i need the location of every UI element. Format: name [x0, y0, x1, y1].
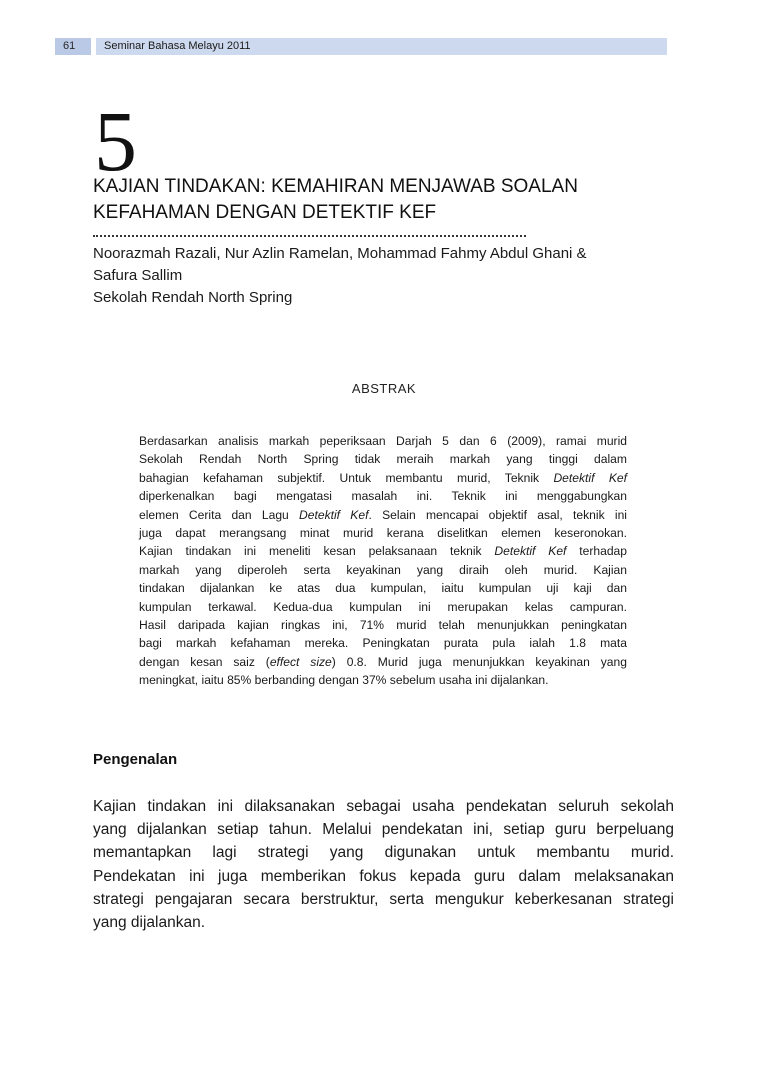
paragraph-line: Pendekatan ini juga memberikan fokus kepada guru dalam melaksanakan: [93, 867, 674, 885]
title-divider: [93, 235, 526, 237]
chapter-title-line: KAJIAN TINDAKAN: KEMAHIRAN MENJAWAB SOALAN: [93, 176, 578, 197]
abstract-line: meningkat, iaitu 85% berbanding dengan 37% sebelum usaha ini dijalankan.: [139, 673, 549, 688]
abstract-line: elemen Cerita dan Lagu Detektif Kef. Selain mencapai objektif asal, teknik ini: [139, 507, 627, 522]
section-heading: Pengenalan: [93, 751, 178, 768]
paragraph-line: strategi pengajaran secara berstruktur, serta mengukur keberkesanan strategi: [93, 890, 674, 908]
abstract-line: bagi markah kefahaman mereka. Peningkatan purata pula ialah 1.8 mata: [139, 636, 627, 651]
abstract-line: dengan kesan saiz (effect size) 0.8. Murid juga menunjukkan keyakinan yang: [139, 654, 627, 669]
author-line: Noorazmah Razali, Nur Azlin Ramelan, Mohammad Fahmy Abdul Ghani &: [93, 245, 587, 262]
paragraph-line: memantapkan lagi strategi yang digunakan untuk membantu murid.: [93, 844, 674, 862]
abstract-line: juga dapat merangsang minat murid kerana diselitkan elemen keseronokan.: [139, 525, 627, 540]
paragraph-line: yang dijalankan setiap tahun. Melalui pendekatan ini, setiap guru berpeluang: [93, 821, 674, 839]
running-header: Seminar Bahasa Melayu 2011: [96, 38, 667, 55]
abstract-line: tindakan dijalankan ke atas dua kumpulan, iaitu kumpulan uji kaji dan: [139, 581, 627, 596]
chapter-number: 5: [94, 93, 137, 189]
author-block: [93, 243, 683, 309]
abstract-line: markah yang diperoleh serta keyakinan yang diraih oleh murid. Kajian: [139, 562, 627, 577]
affiliation: Sekolah Rendah North Spring: [93, 289, 293, 306]
chapter-title-line: KEFAHAMAN DENGAN DETEKTIF KEF: [93, 202, 437, 223]
author-line: Safura Sallim: [93, 267, 183, 284]
abstract-line: diperkenalkan bagi mengatasi masalah ini. Teknik ini menggabungkan: [139, 489, 627, 504]
chapter-title: [93, 174, 693, 226]
abstract-line: Sekolah Rendah North Spring tidak meraih markah yang tinggi dalam: [139, 452, 627, 467]
abstract-line: Hasil daripada kajian ringkas ini, 71% murid telah menunjukkan peningkatan: [139, 617, 627, 632]
abstract-line: bahagian kefahaman subjektif. Untuk membantu murid, Teknik Detektif Kef: [139, 470, 627, 485]
abstract-line: kumpulan terkawal. Kedua-dua kumpulan ini merupakan kelas campuran.: [139, 599, 627, 614]
abstract-line: Kajian tindakan ini meneliti kesan pelaksanaan teknik Detektif Kef terhadap: [139, 544, 628, 559]
abstract-body: [139, 432, 627, 689]
introduction-paragraph: [93, 795, 674, 934]
paragraph-line: Kajian tindakan ini dilaksanakan sebagai usaha pendekatan seluruh sekolah: [93, 798, 674, 815]
abstract-heading-text: ABSTRAK: [351, 381, 417, 396]
abstract-line: Berdasarkan analisis markah peperiksaan Darjah 5 dan 6 (2009), ramai murid: [139, 434, 627, 448]
page-number: 61: [55, 38, 91, 55]
abstract-heading: [0, 381, 768, 396]
paragraph-line: yang dijalankan.: [93, 913, 206, 931]
